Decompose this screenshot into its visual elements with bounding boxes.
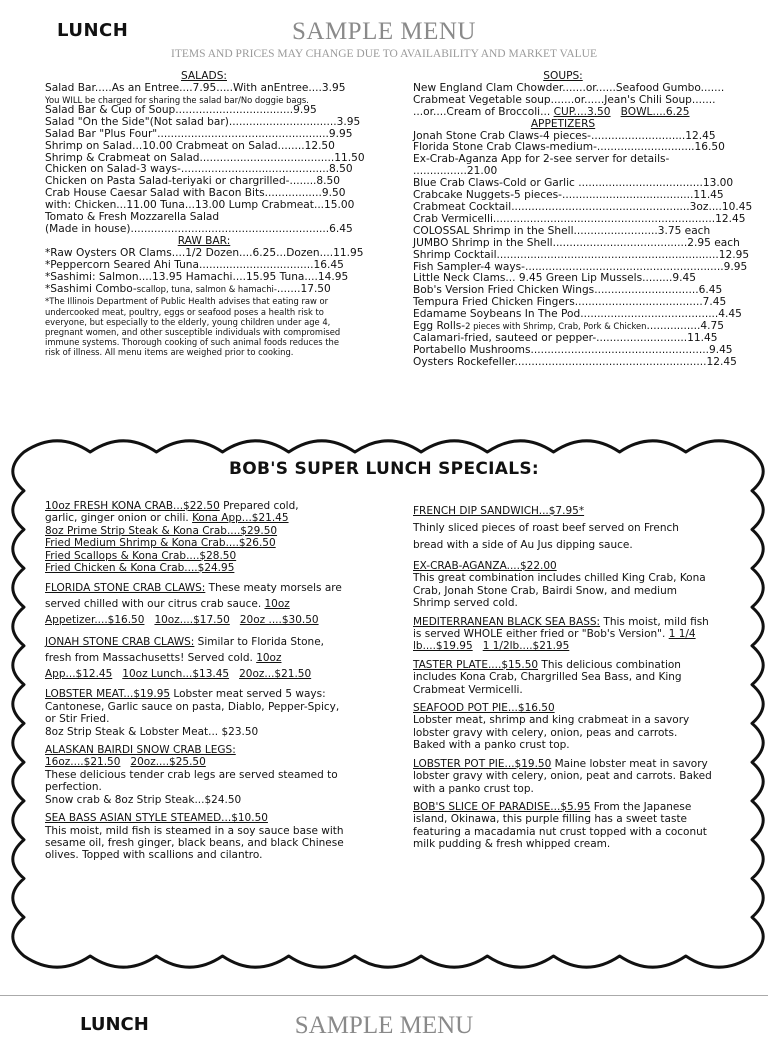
special-desc: Lobster meat served 5 ways: Cantonese, Garlic sauce on pasta, Diablo, Pepper-Spicy, or Stir Fried. — [45, 688, 340, 726]
special-french-dip — [413, 503, 713, 554]
special-title: BOB'S SLICE OF PARADISE...$5.95 — [413, 800, 591, 813]
special-extra: 8oz Strip Steak & Lobster Meat... $23.50 — [45, 725, 259, 738]
special-desc: This moist, mild fish is steamed in a soy sauce base with sesame oil, fresh ginger, black beans, and black Chinese olives. Topped with scallions and cilantro. — [45, 824, 344, 862]
page-divider — [0, 995, 768, 996]
special-price: 16oz....$21.50 — [45, 756, 121, 769]
appetizer-item: Tempura Fried Chicken Fingers......................................7.45 — [413, 296, 727, 309]
raw-bar-item: *Peppercorn Seared Ahi Tuna..................................16.45 — [45, 258, 344, 271]
special-desc: Maine lobster meat in savory lobster gravy with celery, onion, peat and carrots. Baked with a panko crust top. — [413, 757, 712, 795]
soup-line: New England Clam Chowder.......or......Seafood Gumbo....... — [413, 81, 725, 94]
special-price: 10oz App...$12.45 — [45, 652, 282, 681]
soup-line: Crabmeat Vegetable soup.......or......Jean's Chili Soup....... — [413, 93, 716, 106]
menu-title: SAMPLE MENU — [292, 18, 476, 45]
salad-item: Salad Bar "Plus Four"...................................................9.95 — [45, 127, 353, 140]
special-title: ALASKAN BAIRDI SNOW CRAB LEGS: — [45, 744, 236, 757]
salad-item: Tomato & Fresh Mozzarella Salad — [45, 211, 220, 224]
salad-item: Chicken on Salad-3 ways-............................................8.50 — [45, 163, 353, 176]
special-desc: From the Japanese island, Okinawa, this purple filling has a sweet taste featuring a macadamia nut crust topped with a coconut milk pudding & fresh whipped cream. — [413, 800, 707, 851]
salad-note: You WILL be charged for sharing the salad bar/No doggie bags. — [45, 94, 309, 105]
appetizer-item: Jonah Stone Crab Claws-4 pieces-............................12.45 — [413, 129, 716, 142]
appetizer-item: Little Neck Clams... 9.45 Green Lip Mussels.........9.45 — [413, 272, 696, 285]
egg-rolls-main: Egg Rolls- — [413, 320, 466, 333]
egg-rolls-price: ................4.75 — [646, 320, 724, 333]
appetizer-item: Florida Stone Crab Claws-medium-.............................16.50 — [413, 141, 725, 154]
sashimi-combo-price: .......17.50 — [276, 282, 331, 295]
special-title: TASTER PLATE....$15.50 — [413, 658, 539, 671]
health-notice: *The Illinois Department of Public Health advises that eating raw or undercooked meat, poultry, eggs or seafood poses a health risk to everyone, but especially to the elderly, young children under age 4, pregnant women, and other susceptible individuals with compromised immune systems. Thorough cooking of such animal foods reduces the risk of illness. All menu items are weighed prior to cooking. — [45, 296, 341, 357]
salad-item: Salad Bar & Cup of Soup...................................9.95 — [45, 103, 317, 116]
special-kona — [45, 500, 345, 574]
special-title: SEAFOOD POT PIE...$16.50 — [413, 702, 555, 715]
special-desc: These delicious tender crab legs are served steamed to perfection. — [45, 768, 338, 794]
salad-item: Crab House Caesar Salad with Bacon Bits.................9.50 — [45, 187, 346, 200]
special-desc: bread with a side of Au Jus dipping sauce. — [413, 539, 633, 551]
appetizer-item: Blue Crab Claws-Cold or Garlic .....................................13.00 — [413, 177, 734, 190]
special-extra: Baked with a panko crust top. — [413, 739, 570, 752]
appetizer-item: Calamari-fried, sauteed or pepper-...........................11.45 — [413, 331, 718, 344]
special-price: 20oz ....$30.50 — [239, 614, 319, 627]
special-title: SEA BASS ASIAN STYLE STEAMED...$10.50 — [45, 812, 268, 825]
raw-bar-item: *Raw Oysters OR Clams....1/2 Dozen....6.25...Dozen....11.95 — [45, 246, 364, 259]
special-title: JONAH STONE CRAB CLAWS: — [45, 636, 195, 649]
special-florida — [45, 580, 345, 628]
special-desc: Lobster meat, shrimp and king crabmeat in a savory lobster gravy with celery, onion, peas and carrots. — [413, 714, 690, 739]
sashimi-combo-detail: scallop, tuna, salmon & hamachi- — [136, 283, 277, 294]
raw-bar-item: *Sashimi: Salmon....13.95 Hamachi....15.95 Tuna....14.95 — [45, 270, 349, 283]
appetizer-item: Crab Vermicelli..................................................................12.45 — [413, 212, 746, 225]
salads-raw-bar-column — [45, 71, 363, 357]
special-taster — [413, 659, 713, 696]
special-title: 10oz FRESH KONA CRAB...$22.50 — [45, 500, 220, 512]
special-price: 1 1/4 lb....$19.95 — [413, 628, 696, 653]
next-page-lunch-label: LUNCH — [80, 1014, 149, 1035]
kona-combo: Fried Scallops & Kona Crab....$28.50 — [45, 549, 237, 562]
appetizer-item: JUMBO Shrimp in the Shell........................................2.95 each — [413, 236, 740, 249]
salad-item: (Made in house)...........................................................6.45 — [45, 222, 353, 235]
egg-rolls-detail: 2 pieces with Shrimp, Crab, Pork & Chicken — [465, 321, 647, 332]
special-desc: Similar to Florida Stone, fresh from Massachusetts! Served cold. — [45, 636, 325, 665]
special-price: 20oz....$25.50 — [130, 756, 206, 769]
special-seabass — [45, 812, 345, 862]
appetizer-item: Shrimp Cocktail..................................................................12.95 — [413, 248, 750, 261]
appetizer-item: Crabcake Nuggets-5 pieces-.......................................11.45 — [413, 189, 724, 202]
appetizer-item: Oysters Rockefeller.........................................................12.45 — [413, 355, 737, 368]
special-title: LOBSTER POT PIE...$19.50 — [413, 757, 552, 770]
soup-line-prefix: ...or....Cream of Broccoli... — [413, 105, 554, 118]
salads-heading: SALADS: — [180, 70, 227, 82]
appetizer-item: Portabello Mushrooms.....................................................9.45 — [413, 343, 733, 356]
next-page-title: SAMPLE MENU — [294, 1012, 474, 1039]
special-lobster-pie — [413, 758, 713, 795]
special-title: EX-CRAB-AGANZA....$22.00 — [413, 560, 557, 572]
specials-left-column — [45, 500, 345, 868]
special-price: 20oz...$21.50 — [239, 668, 312, 681]
salad-item: Shrimp on Salad...10.00 Crabmeat on Salad........12.50 — [45, 139, 335, 152]
special-extra: Snow crab & 8oz Strip Steak...$24.50 — [45, 793, 242, 806]
kona-combo: Fried Chicken & Kona Crab....$24.95 — [45, 562, 235, 575]
specials-right-column — [413, 503, 713, 857]
special-paradise — [413, 801, 713, 851]
bowl-price: BOWL....6.25 — [620, 105, 690, 118]
salad-item: Salad Bar.....As an Entree....7.95.....With anEntree....3.95 — [45, 81, 346, 94]
lunch-label: LUNCH — [57, 20, 129, 41]
special-lobster — [45, 688, 345, 738]
special-desc: Prepared cold, — [219, 500, 299, 512]
special-desc: This great combination includes chilled King Crab, Kona Crab, Jonah Stone Crab, Bairdi Snow, and medium Shrimp served cold. — [413, 572, 706, 610]
soups-heading: SOUPS: — [543, 70, 583, 82]
appetizer-item: Bob's Version Fried Chicken Wings...............................6.45 — [413, 284, 723, 297]
specials-title: BOB'S SUPER LUNCH SPECIALS: — [229, 459, 539, 479]
special-title: LOBSTER MEAT...$19.95 — [45, 688, 171, 701]
special-title: FRENCH DIP SANDWICH...$7.95* — [413, 505, 585, 517]
special-jonah — [45, 634, 345, 682]
special-price: 10oz Lunch...$13.45 — [122, 668, 230, 681]
special-price: 1 1/2lb....$21.95 — [482, 640, 570, 653]
special-desc: This moist, mild fish is served WHOLE either fried or "Bob's Version". — [413, 615, 709, 641]
soups-appetizers-column — [413, 70, 753, 369]
raw-bar-item — [45, 284, 363, 296]
special-desc: These meaty morsels are served chilled with our citrus crab sauce. — [45, 582, 342, 611]
menu-subtitle: ITEMS AND PRICES MAY CHANGE DUE TO AVAILABILITY AND MARKET VALUE — [171, 48, 597, 60]
kona-combo: 8oz Prime Strip Steak & Kona Crab....$29.50 — [45, 524, 278, 537]
special-price: Appetizer....$16.50 — [45, 614, 145, 627]
special-alaskan — [45, 744, 345, 806]
appetizer-item: Ex-Crab-Aganza App for 2-see server for details- — [413, 153, 670, 166]
sashimi-combo-main: *Sashimi Combo- — [45, 282, 137, 295]
appetizer-item: ................21.00 — [413, 165, 498, 178]
special-title: MEDITERRANEAN BLACK SEA BASS: — [413, 615, 601, 628]
special-ex-crab — [413, 560, 713, 610]
special-title: FLORIDA STONE CRAB CLAWS: — [45, 582, 206, 595]
special-desc: This delicious combination includes Kona Crab, Chargrilled Sea Bass, and King Crabmeat Vermicelli. — [413, 658, 682, 696]
special-med-bass — [413, 616, 713, 653]
salad-item: Shrimp & Crabmeat on Salad........................................11.50 — [45, 151, 365, 164]
special-price: 10oz — [264, 598, 290, 611]
special-desc: garlic, ginger onion or chili. — [45, 512, 193, 525]
cup-price: CUP....3.50 — [553, 105, 611, 118]
soup-line — [413, 107, 713, 119]
appetizers-heading: APPETIZERS — [530, 117, 596, 130]
special-desc: Thinly sliced pieces of roast beef served on French — [413, 522, 679, 534]
appetizer-item: Fish Sampler-4 ways-...........................................................9.95 — [413, 260, 748, 273]
raw-bar-heading: RAW BAR: — [177, 234, 231, 247]
kona-app-price: Kona App...$21.45 — [192, 512, 289, 525]
kona-combo: Fried Medium Shrimp & Kona Crab....$26.50 — [45, 537, 276, 550]
appetizer-item: Edamame Soybeans In The Pod.........................................4.45 — [413, 308, 742, 321]
salad-item: Chicken on Pasta Salad-teriyaki or chargrilled-........8.50 — [45, 175, 341, 188]
special-seafood-pie — [413, 702, 713, 752]
special-price: 10oz....$17.50 — [154, 614, 230, 627]
salad-item: with: Chicken...11.00 Tuna...13.00 Lump Crabmeat...15.00 — [45, 199, 355, 212]
appetizer-item: Crabmeat Cocktail.....................................................3oz....10.45 — [413, 200, 753, 213]
salad-item: Salad "On the Side"(Not salad bar)................................3.95 — [45, 115, 361, 128]
appetizer-item: COLOSSAL Shrimp in the Shell.........................3.75 each — [413, 224, 711, 237]
